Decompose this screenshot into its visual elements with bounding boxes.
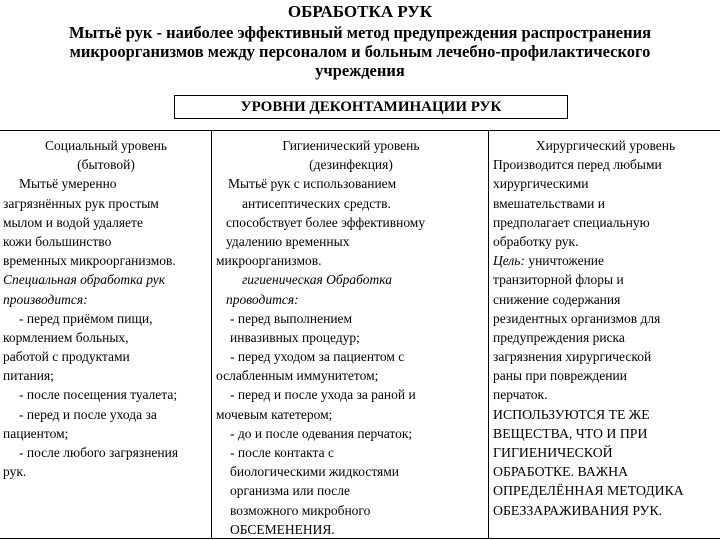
column-subheading: (бытовой) (77, 157, 135, 173)
text-line: пациентом; (3, 425, 69, 441)
text-line: кормлением больных, (3, 329, 129, 345)
text-line: работой с продуктами (3, 349, 130, 365)
list-item: - после любого загрязнения (19, 445, 179, 460)
list-item: - перед уходом за пациентом с (230, 349, 405, 365)
list-item: - после посещения туалета; (19, 387, 178, 403)
text-line: снижение содержания (493, 291, 621, 307)
page-title: ОБРАБОТКА РУК (287, 2, 433, 21)
caps-line: ГИГИЕНИЧЕСКОЙ (493, 445, 613, 460)
list-item: - перед приёмом пищи, (19, 310, 153, 326)
list-item: - перед выполнением (230, 310, 353, 326)
list-item: - после контакта с (230, 445, 334, 460)
text-line: загрязнённых рук простым (3, 195, 159, 211)
text-line: обработку рук. (493, 233, 579, 249)
text-line: транзиторной флоры и (493, 272, 624, 288)
text-line: предупреждения риска (493, 329, 625, 345)
text-line: ослабленным иммунитетом; (216, 368, 379, 384)
text-line: микроорганизмов. (216, 253, 322, 269)
list-item: - до и после одевания перчаток; (230, 425, 413, 441)
lead-line: микроорганизмов между персоналом и больным лечебно-профилактического (69, 42, 651, 62)
text-line: ОБСЕМЕНЕНИЯ. (230, 521, 335, 537)
text-line: возможного микробного (230, 502, 371, 518)
text-line: инвазивных процедур; (230, 329, 360, 345)
text-line: мочевым катетером; (216, 406, 333, 422)
goal-text: уничтожение (524, 253, 605, 269)
caps-line: ОПРЕДЕЛЁННАЯ МЕТОДИКА (493, 483, 684, 499)
text-line: рук. (3, 464, 27, 480)
lead-text (30, 23, 690, 81)
text-line: мылом и водой удаляете (3, 214, 143, 230)
lead-line: учреждения (315, 61, 405, 81)
text-line: Производится перед любыми (493, 157, 662, 173)
text-line: резидентных организмов для (493, 310, 661, 326)
text-line: перчаток. (493, 387, 548, 403)
text-line: предполагает специальную (493, 214, 650, 230)
text-line: антисептических средств. (242, 195, 391, 211)
column-social-level (3, 136, 209, 481)
text-line: Мытьё умеренно (19, 176, 117, 192)
text-line: удалению временных (226, 233, 350, 249)
text-line: биологическими жидкостями (230, 464, 400, 480)
column-divider (211, 130, 212, 538)
text-line: проводится: (226, 291, 299, 307)
levels-title-box: УРОВНИ ДЕКОНТАМИНАЦИИ РУК (174, 95, 568, 119)
goal-line (493, 251, 718, 270)
text-line: производится: (3, 291, 88, 307)
text-line: загрязнения хирургической (493, 349, 652, 365)
caps-line: ИСПОЛЬЗУЮТСЯ ТЕ ЖЕ (493, 406, 650, 422)
text-line: кожи большинство (3, 233, 112, 249)
column-divider (488, 130, 489, 538)
text-line: раны при повреждении (493, 368, 627, 384)
list-item: - перед и после ухода за раной и (230, 387, 416, 403)
text-line: питания; (3, 368, 54, 384)
column-heading: Социальный уровень (44, 138, 168, 153)
table-top-border (0, 130, 720, 131)
text-line: Мытьё рук с использованием (228, 176, 397, 192)
list-item: - перед и после ухода за (19, 406, 157, 422)
column-heading: Хирургический уровень (535, 138, 676, 153)
text-line: Специальная обработка рук (3, 272, 166, 288)
column-surgical-level (493, 136, 718, 520)
column-subheading: (дезинфекция) (309, 157, 393, 173)
text-line: организма или после (230, 483, 351, 499)
caps-line: ОБРАБОТКЕ. ВАЖНА (493, 464, 629, 480)
column-heading: Гигиенический уровень (282, 138, 420, 153)
text-line: временных микроорганизмов. (3, 253, 176, 269)
caps-line: ОБЕЗЗАРАЖИВАНИЯ РУК. (493, 502, 663, 518)
text-line: гигиеническая Обработка (242, 272, 392, 288)
caps-line: ВЕЩЕСТВА, ЧТО И ПРИ (493, 425, 648, 441)
text-line: способствует более эффективному (226, 214, 426, 230)
goal-label: Цель: (493, 253, 525, 269)
column-hygienic-level (216, 136, 486, 539)
text-line: хирургическими (493, 176, 589, 192)
lead-line: Мытьё рук - наиболее эффективный метод предупреждения распространения (68, 23, 652, 42)
text-line: вмешательствами и (493, 195, 605, 211)
